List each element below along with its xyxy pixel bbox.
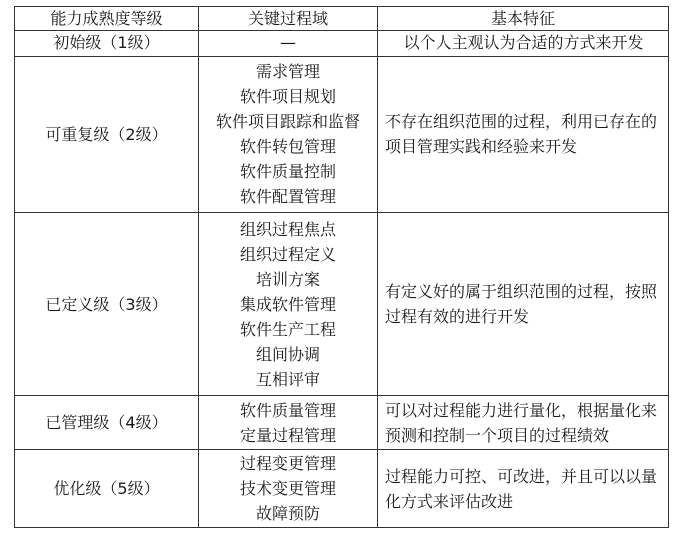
level-cell: 已管理级（4级） xyxy=(15,396,199,450)
process-area-item: 需求管理 xyxy=(255,62,320,82)
process-area-item: 软件质量控制 xyxy=(239,162,336,182)
features-cell: 有定义好的属于组织范围的过程，按照过程有效的进行开发 xyxy=(378,213,669,396)
table-row xyxy=(15,396,669,450)
table-row xyxy=(15,450,669,528)
process-area-item: 定量过程管理 xyxy=(239,425,336,445)
process-area-item: 软件项目跟踪和监督 xyxy=(215,112,360,132)
process-area-item: 培训方案 xyxy=(255,269,320,289)
process-area-item: 软件质量管理 xyxy=(239,400,336,420)
header-features: 基本特征 xyxy=(378,7,669,31)
level-cell: 已定义级（3级） xyxy=(15,213,199,396)
table-row xyxy=(15,56,669,213)
process-area-item: 软件生产工程 xyxy=(239,319,336,339)
cmm-maturity-table xyxy=(14,6,669,528)
header-row xyxy=(15,7,669,31)
process-area-item: 组织过程焦点 xyxy=(239,219,336,239)
process-area-item: — xyxy=(280,33,296,53)
features-cell: 过程能力可控、可改进，并且可以以量化方式来评估改进 xyxy=(378,450,669,528)
process-areas-cell xyxy=(199,56,378,213)
header-level: 能力成熟度等级 xyxy=(15,7,199,31)
process-area-item: 软件项目规划 xyxy=(239,87,336,107)
features-cell: 可以对过程能力进行量化，根据量化来预测和控制一个项目的过程绩效 xyxy=(378,396,669,450)
features-cell: 不存在组织范围的过程，利用已存在的项目管理实践和经验来开发 xyxy=(378,56,669,213)
process-area-item: 技术变更管理 xyxy=(239,479,336,499)
process-areas-cell xyxy=(199,450,378,528)
process-areas-cell xyxy=(199,31,378,56)
process-area-item: 互相评审 xyxy=(255,369,320,389)
process-area-item: 故障预防 xyxy=(255,504,320,524)
header-process-areas: 关键过程域 xyxy=(199,7,378,31)
level-cell: 可重复级（2级） xyxy=(15,56,199,213)
process-area-item: 软件转包管理 xyxy=(239,137,336,157)
table-row xyxy=(15,31,669,56)
process-area-item: 组间协调 xyxy=(255,344,320,364)
features-cell: 以个人主观认为合适的方式来开发 xyxy=(378,31,669,56)
level-cell: 初始级（1级） xyxy=(15,31,199,56)
table-row xyxy=(15,213,669,396)
process-areas-cell xyxy=(199,396,378,450)
process-area-item: 组织过程定义 xyxy=(239,244,336,264)
process-area-item: 集成软件管理 xyxy=(239,294,336,314)
process-areas-cell xyxy=(199,213,378,396)
level-cell: 优化级（5级） xyxy=(15,450,199,528)
process-area-item: 过程变更管理 xyxy=(239,454,336,474)
process-area-item: 软件配置管理 xyxy=(239,187,336,207)
